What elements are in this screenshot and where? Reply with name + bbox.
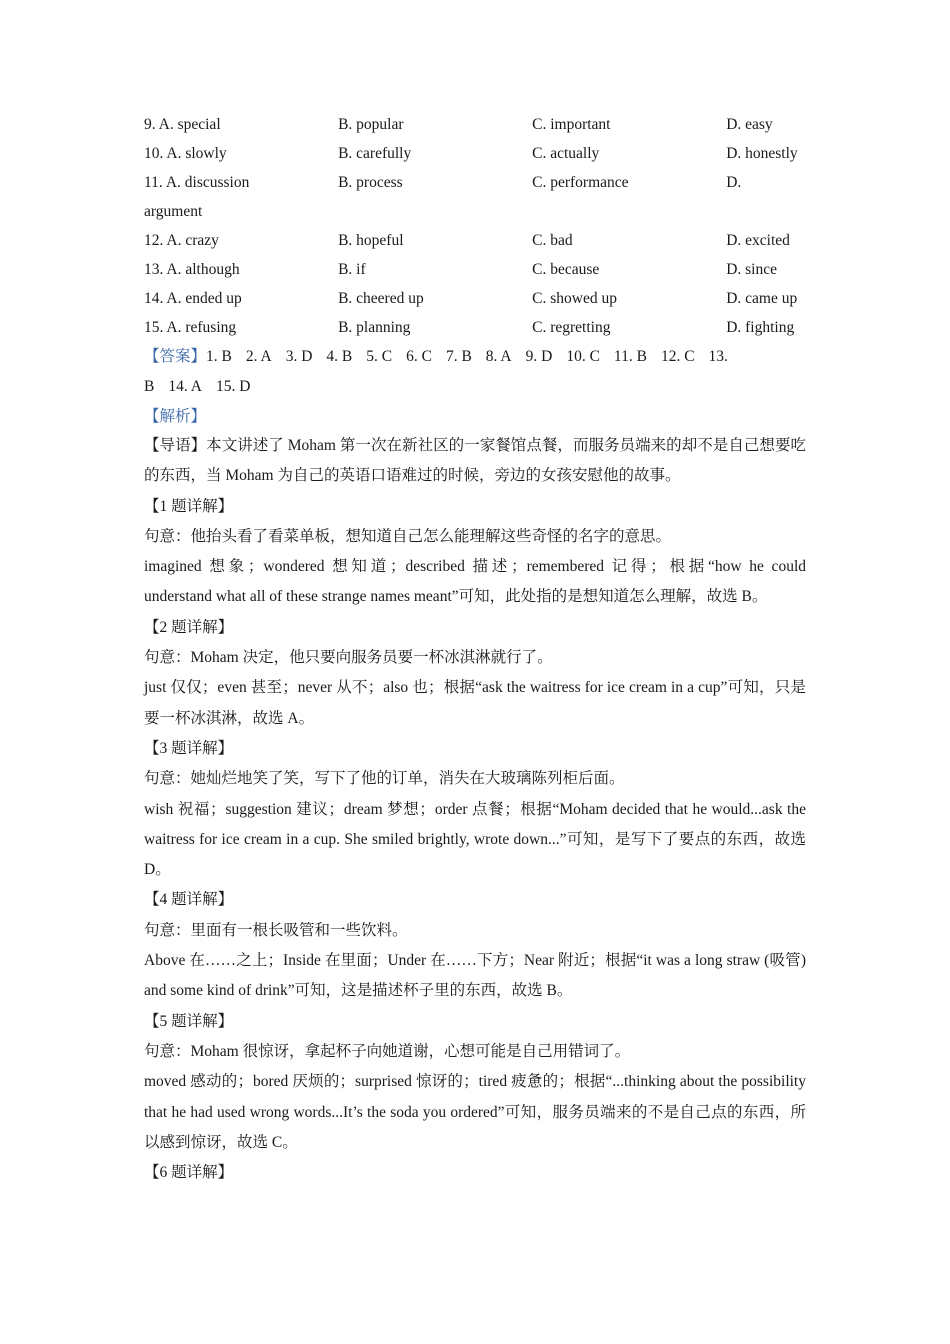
section-meaning: 句意：里面有一根长吸管和一些饮料。 bbox=[144, 921, 408, 939]
option-row-9 bbox=[144, 110, 806, 139]
section-meaning: 句意：他抬头看了看菜单板，想知道自己怎么能理解这些奇怪的名字的意思。 bbox=[144, 527, 672, 545]
option-d: D. honestly bbox=[726, 145, 798, 162]
option-a: 13. A. although bbox=[144, 261, 240, 278]
intro-paragraph: 【导语】本文讲述了 Moham 第一次在新社区的一家餐馆点餐，而服务员端来的却不是自己想要吃的东西，当 Moham 为自己的英语口语难过的时候，旁边的女孩安慰他的故事。 bbox=[144, 437, 806, 485]
answer-item: 10. C bbox=[566, 348, 600, 365]
answer-item: 13. bbox=[708, 348, 728, 365]
section-meaning: 句意：她灿烂地笑了笑，写下了他的订单，消失在大玻璃陈列柜后面。 bbox=[144, 770, 625, 788]
section-5 bbox=[144, 1007, 806, 1158]
section-title: 【1 题详解】 bbox=[144, 497, 234, 515]
section-title: 【3 题详解】 bbox=[144, 739, 234, 757]
section-3 bbox=[144, 734, 806, 885]
section-4 bbox=[144, 885, 806, 1006]
option-a: 9. A. special bbox=[144, 116, 221, 133]
section-detail: Above 在……之上；Inside 在里面；Under 在……下方；Near 附近；根据“it was a long straw (吸管) and some kind of drink”可知，这是描述杯子里的东西，故选 B。 bbox=[144, 952, 806, 1000]
answer-item: 15. D bbox=[215, 378, 251, 395]
option-b: B. process bbox=[338, 174, 403, 191]
option-c: C. regretting bbox=[532, 319, 611, 336]
option-b: B. cheered up bbox=[338, 290, 424, 307]
section-title: 【5 题详解】 bbox=[144, 1012, 234, 1030]
answer-item: 2. A bbox=[245, 348, 272, 365]
option-b: B. if bbox=[338, 261, 366, 278]
answer-item: 11. B bbox=[613, 348, 647, 365]
answer-item: 12. C bbox=[660, 348, 695, 365]
option-a: 14. A. ended up bbox=[144, 290, 242, 307]
option-row-11 bbox=[144, 168, 806, 197]
section-meaning: 句意：Moham 决定，他只要向服务员要一杯冰淇淋就行了。 bbox=[144, 649, 553, 667]
section-detail: imagined 想象；wondered 想知道；described 描述；remembered 记得；根据“how he could understand what all of these strange names meant”可知，此处指的是想知道怎么理解，故选 B。 bbox=[144, 558, 806, 606]
analysis-tag: 【解析】 bbox=[144, 408, 207, 425]
option-c: C. actually bbox=[532, 145, 600, 162]
section-title: 【4 题详解】 bbox=[144, 891, 234, 909]
answer-item: 5. C bbox=[366, 348, 393, 365]
option-b: B. carefully bbox=[338, 145, 412, 162]
answer-key bbox=[144, 342, 806, 402]
answer-item: 9. D bbox=[525, 348, 553, 365]
option-b: B. hopeful bbox=[338, 232, 404, 249]
option-c: C. important bbox=[532, 116, 611, 133]
option-c: C. showed up bbox=[532, 290, 617, 307]
option-a: 12. A. crazy bbox=[144, 232, 219, 249]
option-row-14 bbox=[144, 284, 806, 313]
option-d: D. came up bbox=[726, 290, 798, 307]
section-title: 【6 题详解】 bbox=[144, 1164, 234, 1182]
answer-item: B bbox=[144, 378, 155, 395]
answer-line-1 bbox=[144, 342, 806, 372]
option-11-wrap: argument bbox=[144, 203, 203, 220]
answer-item: 6. C bbox=[406, 348, 432, 365]
option-row-12 bbox=[144, 226, 806, 255]
answer-line-2 bbox=[144, 372, 806, 402]
option-d: D. excited bbox=[726, 232, 790, 249]
options-block bbox=[144, 110, 806, 342]
section-detail: moved 感动的；bored 厌烦的；surprised 惊讶的；tired 疲惫的；根据“...thinking about the possibility that he had used wrong words...It’s the soda you ordered”可知，服务员端来的不是自己点的东西，所以感到惊讶，故选 C。 bbox=[144, 1073, 806, 1151]
option-row-13 bbox=[144, 255, 806, 284]
answer-item: 1. B bbox=[206, 348, 232, 365]
option-c: C. because bbox=[532, 261, 600, 278]
option-d: D. fighting bbox=[726, 319, 795, 336]
option-a: 10. A. slowly bbox=[144, 145, 227, 162]
answer-item: 3. D bbox=[285, 348, 313, 365]
option-row-15 bbox=[144, 313, 806, 342]
option-a: 11. A. discussion bbox=[144, 174, 250, 191]
section-2 bbox=[144, 613, 806, 734]
section-6 bbox=[144, 1158, 806, 1188]
option-b: B. popular bbox=[338, 116, 404, 133]
option-d: D. easy bbox=[726, 116, 773, 133]
section-meaning: 句意：Moham 很惊讶，拿起杯子向她道谢，心想可能是自己用错词了。 bbox=[144, 1042, 631, 1060]
section-title: 【2 题详解】 bbox=[144, 618, 234, 636]
answer-item: 14. A bbox=[168, 378, 202, 395]
option-row-10 bbox=[144, 139, 806, 168]
section-detail: just 仅仅；even 甚至；never 从不；also 也；根据“ask the waitress for ice cream in a cup”可知，只是要一杯冰淇淋，故选 A。 bbox=[144, 679, 806, 727]
option-b: B. planning bbox=[338, 319, 411, 336]
answer-item: 7. B bbox=[445, 348, 472, 365]
section-detail: wish 祝福；suggestion 建议；dream 梦想；order 点餐；根据“Moham decided that he would...ask the waitress for ice cream in a cup. She smiled brightly, wrote down...”可知，是写下了要点的东西，故选 D。 bbox=[144, 800, 806, 879]
section-1 bbox=[144, 492, 806, 613]
answer-item: 8. A bbox=[485, 348, 512, 365]
option-a: 15. A. refusing bbox=[144, 319, 237, 336]
option-d: D. since bbox=[726, 261, 777, 278]
option-d: D. bbox=[726, 174, 742, 191]
answer-item: 4. B bbox=[326, 348, 353, 365]
answer-tag: 【答案】 bbox=[144, 348, 207, 365]
option-c: C. performance bbox=[532, 174, 629, 191]
option-c: C. bad bbox=[532, 232, 573, 249]
document-page bbox=[144, 110, 806, 1188]
